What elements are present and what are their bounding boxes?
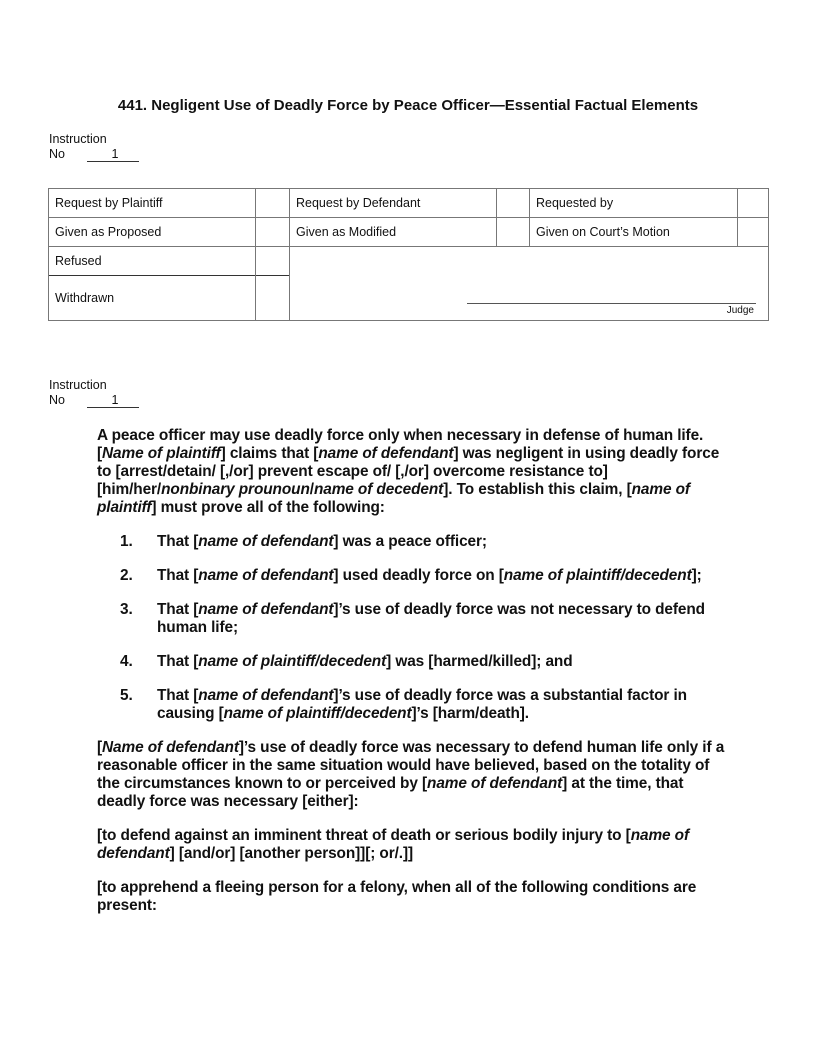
element-item	[97, 653, 727, 671]
cell-request-by-plaintiff	[49, 189, 255, 217]
element-text: That [name of defendant] was a peace officer;	[157, 533, 487, 550]
apprehend-paragraph: [to apprehend a fleeing person for a felony, when all of the following conditions are present:	[97, 879, 697, 914]
cell-withdrawn	[49, 276, 255, 320]
element-item	[97, 601, 727, 637]
checkbox-given-as-proposed[interactable]	[256, 218, 289, 246]
instruction-label: Instruction	[49, 132, 107, 146]
instruction-label: Instruction	[49, 378, 107, 392]
instruction-number-header	[49, 132, 139, 162]
placeholder-text: Name of defendant	[102, 739, 239, 756]
cell-given-as-modified	[290, 218, 496, 246]
cell-label: Refused	[55, 253, 102, 268]
intro-paragraph: A peace officer may use deadly force only when necessary in defense of human life. [Name of plaintiff] claims that [name of defendant] was negligent in using deadly force to [arrest/detain/ [,/or] prevent escape of/ [,/or] overcome resistance to] [him/her/nonbinary prounoun/name of decedent]. To establish this claim, [name of plaintiff] must prove all of the following:	[97, 427, 720, 516]
placeholder-text: name of defendant	[198, 533, 334, 550]
checkbox-request-by-defendant[interactable]	[497, 189, 529, 217]
instruction-number-header	[49, 378, 139, 408]
cell-given-as-proposed	[49, 218, 255, 246]
no-label: No	[49, 393, 65, 407]
placeholder-text: nonbinary prounoun	[161, 481, 310, 498]
cell-label: Given on Court’s Motion	[536, 224, 670, 239]
checkbox-withdrawn[interactable]	[256, 276, 289, 320]
placeholder-text: name of plaintiff/decedent	[198, 653, 387, 670]
element-text: That [name of defendant] used deadly force on [name of plaintiff/decedent];	[157, 567, 702, 584]
cell-requested-by	[530, 189, 737, 217]
placeholder-text: name of defendant	[198, 601, 334, 618]
cell-label: Given as Proposed	[55, 224, 162, 239]
element-number: 2.	[120, 567, 133, 584]
cell-given-on-courts-motion	[530, 218, 737, 246]
necessity-paragraph: [Name of defendant]’s use of deadly force was necessary to defend human life only if a reasonable officer in the same situation would have believed, based on the totality of the circumstances known to or perceived by [name of defendant] at the time, that deadly force was necessary [either]:	[97, 739, 725, 810]
element-text: That [name of defendant]’s use of deadly force was a substantial factor in causing [name of plaintiff/decedent]’s [harm/death].	[157, 687, 687, 722]
placeholder-text: name of defendant	[318, 445, 454, 462]
placeholder-text: name of defendant	[198, 687, 334, 704]
instruction-body	[97, 427, 727, 931]
element-number: 3.	[120, 601, 133, 618]
cell-label: Given as Modified	[296, 224, 397, 239]
cell-label: Requested by	[536, 195, 614, 210]
placeholder-text: name of defendant	[427, 775, 563, 792]
no-label: No	[49, 147, 65, 161]
cell-label: Withdrawn	[55, 290, 115, 305]
element-item	[97, 687, 727, 723]
element-text: That [name of defendant]’s use of deadly force was not necessary to defend human life;	[157, 601, 705, 636]
request-disposition-table	[48, 188, 769, 321]
checkbox-refused[interactable]	[256, 247, 289, 275]
element-number: 5.	[120, 687, 133, 704]
checkbox-request-by-plaintiff[interactable]	[256, 189, 289, 217]
essential-elements-list	[97, 533, 727, 723]
instruction-title: 441. Negligent Use of Deadly Force by Peace Officer—Essential Factual Elements	[117, 97, 699, 114]
element-number: 4.	[120, 653, 133, 670]
checkbox-given-as-modified[interactable]	[497, 218, 529, 246]
placeholder-text: Name of plaintiff	[102, 445, 221, 462]
placeholder-text: name of defendant	[198, 567, 334, 584]
placeholder-text: name of plaintiff/decedent	[503, 567, 692, 584]
placeholder-text: name of plaintiff/decedent	[223, 705, 412, 722]
defend-paragraph: [to defend against an imminent threat of death or serious bodily injury to [name of defendant] [and/or] [another person]][; or/.]]	[97, 827, 689, 862]
cell-refused	[49, 247, 255, 275]
instruction-number-field[interactable]: 1	[87, 393, 139, 408]
placeholder-text: name of decedent	[313, 481, 444, 498]
element-item	[97, 567, 727, 585]
checkbox-given-on-courts-motion[interactable]	[738, 218, 768, 246]
cell-label: Request by Defendant	[296, 195, 421, 210]
placeholder-text: name of defendant	[97, 827, 689, 862]
cell-request-by-defendant	[290, 189, 496, 217]
element-item	[97, 533, 727, 551]
judge-label: Judge	[726, 305, 754, 316]
cell-label: Request by Plaintiff	[55, 195, 163, 210]
judge-signature-line[interactable]	[467, 303, 756, 304]
element-text: That [name of plaintiff/decedent] was [harmed/killed]; and	[157, 653, 573, 670]
checkbox-requested-by[interactable]	[738, 189, 768, 217]
placeholder-text: name of plaintiff	[97, 481, 690, 516]
element-number: 1.	[120, 533, 133, 550]
instruction-number-field[interactable]: 1	[87, 147, 139, 162]
